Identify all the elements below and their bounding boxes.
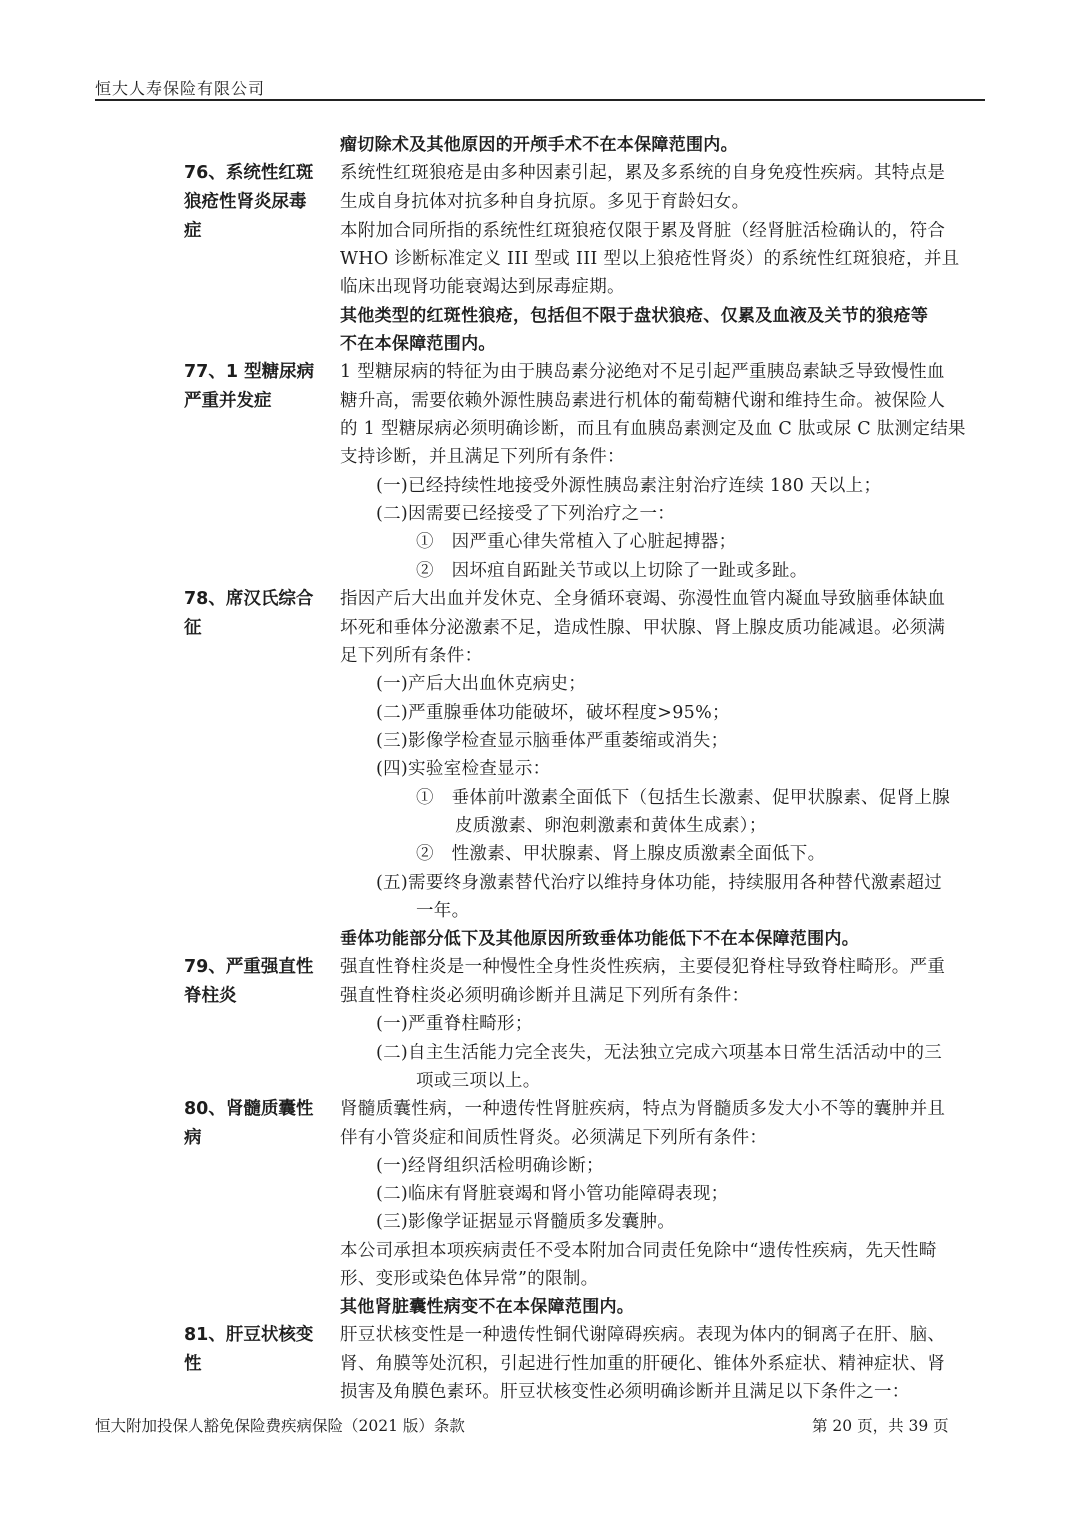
body-line: (四)实验室检查显示： (376, 759, 551, 779)
body-line: (三)影像学证据显示肾髓质多发囊肿。 (376, 1212, 676, 1232)
body-line: ① 垂体前叶激素全面低下（包括生长激素、促甲状腺素、促肾上腺 (416, 788, 950, 808)
section-title-79-line2: 脊柱炎 (184, 986, 237, 1006)
company-header: 恒大人寿保险有限公司 (95, 79, 266, 98)
body-line: 损害及角膜色素环。肝豆状核变性必须明确诊断并且满足以下条件之一： (340, 1382, 910, 1402)
body-line: 瘤切除术及其他原因的开颅手术不在本保障范围内。 (340, 135, 738, 155)
body-line: ② 性激素、甲状腺素、肾上腺皮质激素全面低下。 (416, 844, 826, 864)
footer-doc-title: 恒大附加投保人豁免保险费疾病保险（2021 版）条款 (95, 1417, 465, 1435)
body-line: (一)产后大出血休克病史； (376, 674, 587, 694)
body-line: 本公司承担本项疾病责任不受本附加合同责任免除中“遗传性疾病，先天性畸 (340, 1241, 937, 1261)
body-line: 足下列所有条件： (340, 646, 483, 666)
body-line: 垂体功能部分低下及其他原因所致垂体功能低下不在本保障范围内。 (340, 929, 859, 949)
body-line: 皮质激素、卵泡刺激素和黄体生成素）； (455, 816, 767, 836)
header-divider (95, 99, 985, 101)
body-line: (一)严重脊柱畸形； (376, 1014, 533, 1034)
body-line: 糖升高，需要依赖外源性胰岛素进行机体的葡萄糖代谢和维持生命。被保险人 (340, 391, 946, 411)
body-line: 肝豆状核变性是一种遗传性铜代谢障碍疾病。表现为体内的铜离子在肝、脑、 (340, 1325, 946, 1345)
body-line: 其他肾脏囊性病变不在本保障范围内。 (340, 1297, 635, 1317)
body-line: (二)临床有肾脏衰竭和肾小管功能障碍表现； (376, 1184, 729, 1204)
section-title-77-line1: 77、1 型糖尿病 (184, 362, 315, 382)
body-line: 伴有小管炎症和间质性肾炎。必须满足下列所有条件： (340, 1128, 768, 1148)
body-line: 1 型糖尿病的特征为由于胰岛素分泌绝对不足引起严重胰岛素缺乏导致慢性血 (340, 362, 945, 382)
body-line: (二)因需要已经接受了下列治疗之一： (376, 504, 676, 524)
body-line: 肾髓质囊性病，一种遗传性肾脏疾病，特点为肾髓质多发大小不等的囊肿并且 (340, 1099, 946, 1119)
body-line: (一)已经持续性地接受外源性胰岛素注射治疗连续 180 天以上； (376, 476, 882, 496)
section-title-77-line2: 严重并发症 (184, 391, 272, 411)
body-line: 指因产后大出血并发休克、全身循环衰竭、弥漫性血管内凝血导致脑垂体缺血 (340, 589, 946, 609)
section-title-76-line2: 狼疮性肾炎尿毒 (184, 192, 307, 212)
body-line: 临床出现肾功能衰竭达到尿毒症期。 (340, 277, 625, 297)
body-line: 本附加合同所指的系统性红斑狼疮仅限于累及肾脏（经肾脏活检确认的，符合 (340, 221, 946, 241)
body-line: 支持诊断，并且满足下列所有条件： (340, 447, 625, 467)
body-line: 强直性脊柱炎是一种慢性全身性炎性疾病，主要侵犯脊柱导致脊柱畸形。严重 (340, 957, 946, 977)
body-line: 坏死和垂体分泌激素不足，造成性腺、甲状腺、肾上腺皮质功能减退。必须满 (340, 618, 946, 638)
body-line: 肾、角膜等处沉积，引起进行性加重的肝硬化、锥体外系症状、精神症状、肾 (340, 1354, 946, 1374)
body-line: 强直性脊柱炎必须明确诊断并且满足下列所有条件： (340, 986, 750, 1006)
body-line: 不在本保障范围内。 (340, 334, 496, 354)
body-line: ② 因坏疽自跖趾关节或以上切除了一趾或多趾。 (416, 561, 808, 581)
body-line: 一年。 (416, 901, 470, 921)
body-line: 系统性红斑狼疮是由多种因素引起，累及多系统的自身免疫性疾病。其特点是 (340, 163, 946, 183)
body-line: WHO 诊断标准定义 III 型或 III 型以上狼疮性肾炎）的系统性红斑狼疮，并且 (340, 249, 960, 269)
body-line: 其他类型的红斑性狼疮，包括但不限于盘状狼疮、仅累及血液及关节的狼疮等 (340, 306, 929, 326)
body-line: (三)影像学检查显示脑垂体严重萎缩或消失； (376, 731, 729, 751)
section-title-81-line1: 81、肝豆状核变 (184, 1325, 314, 1345)
body-line: (二)自主生活能力完全丧失，无法独立完成六项基本日常生活活动中的三 (376, 1043, 943, 1063)
footer-page-number: 第 20 页，共 39 页 (812, 1417, 949, 1435)
section-title-80-line2: 病 (184, 1128, 202, 1148)
body-line: 生成自身抗体对抗多种自身抗原。多见于育龄妇女。 (340, 192, 750, 212)
section-title-76-line1: 76、系统性红斑 (184, 163, 314, 183)
body-line: ① 因严重心律失常植入了心脏起搏器； (416, 532, 737, 552)
body-line: (二)严重腺垂体功能破坏，破坏程度>95%； (376, 703, 730, 723)
section-title-80-line1: 80、肾髓质囊性 (184, 1099, 314, 1119)
body-line: 形、变形或染色体异常”的限制。 (340, 1269, 599, 1289)
body-line: (五)需要终身激素替代治疗以维持身体功能，持续服用各种替代激素超过 (376, 873, 943, 893)
section-title-78-line1: 78、席汉氏综合 (184, 589, 314, 609)
section-title-79-line1: 79、严重强直性 (184, 957, 314, 977)
body-line: 项或三项以上。 (416, 1071, 541, 1091)
section-title-81-line2: 性 (184, 1354, 202, 1374)
body-line: 的 1 型糖尿病必须明确诊断，而且有血胰岛素测定及血 C 肽或尿 C 肽测定结果 (340, 419, 966, 439)
section-title-78-line2: 征 (184, 618, 202, 638)
section-title-76-line3: 症 (184, 221, 202, 241)
body-line: (一)经肾组织活检明确诊断； (376, 1156, 604, 1176)
